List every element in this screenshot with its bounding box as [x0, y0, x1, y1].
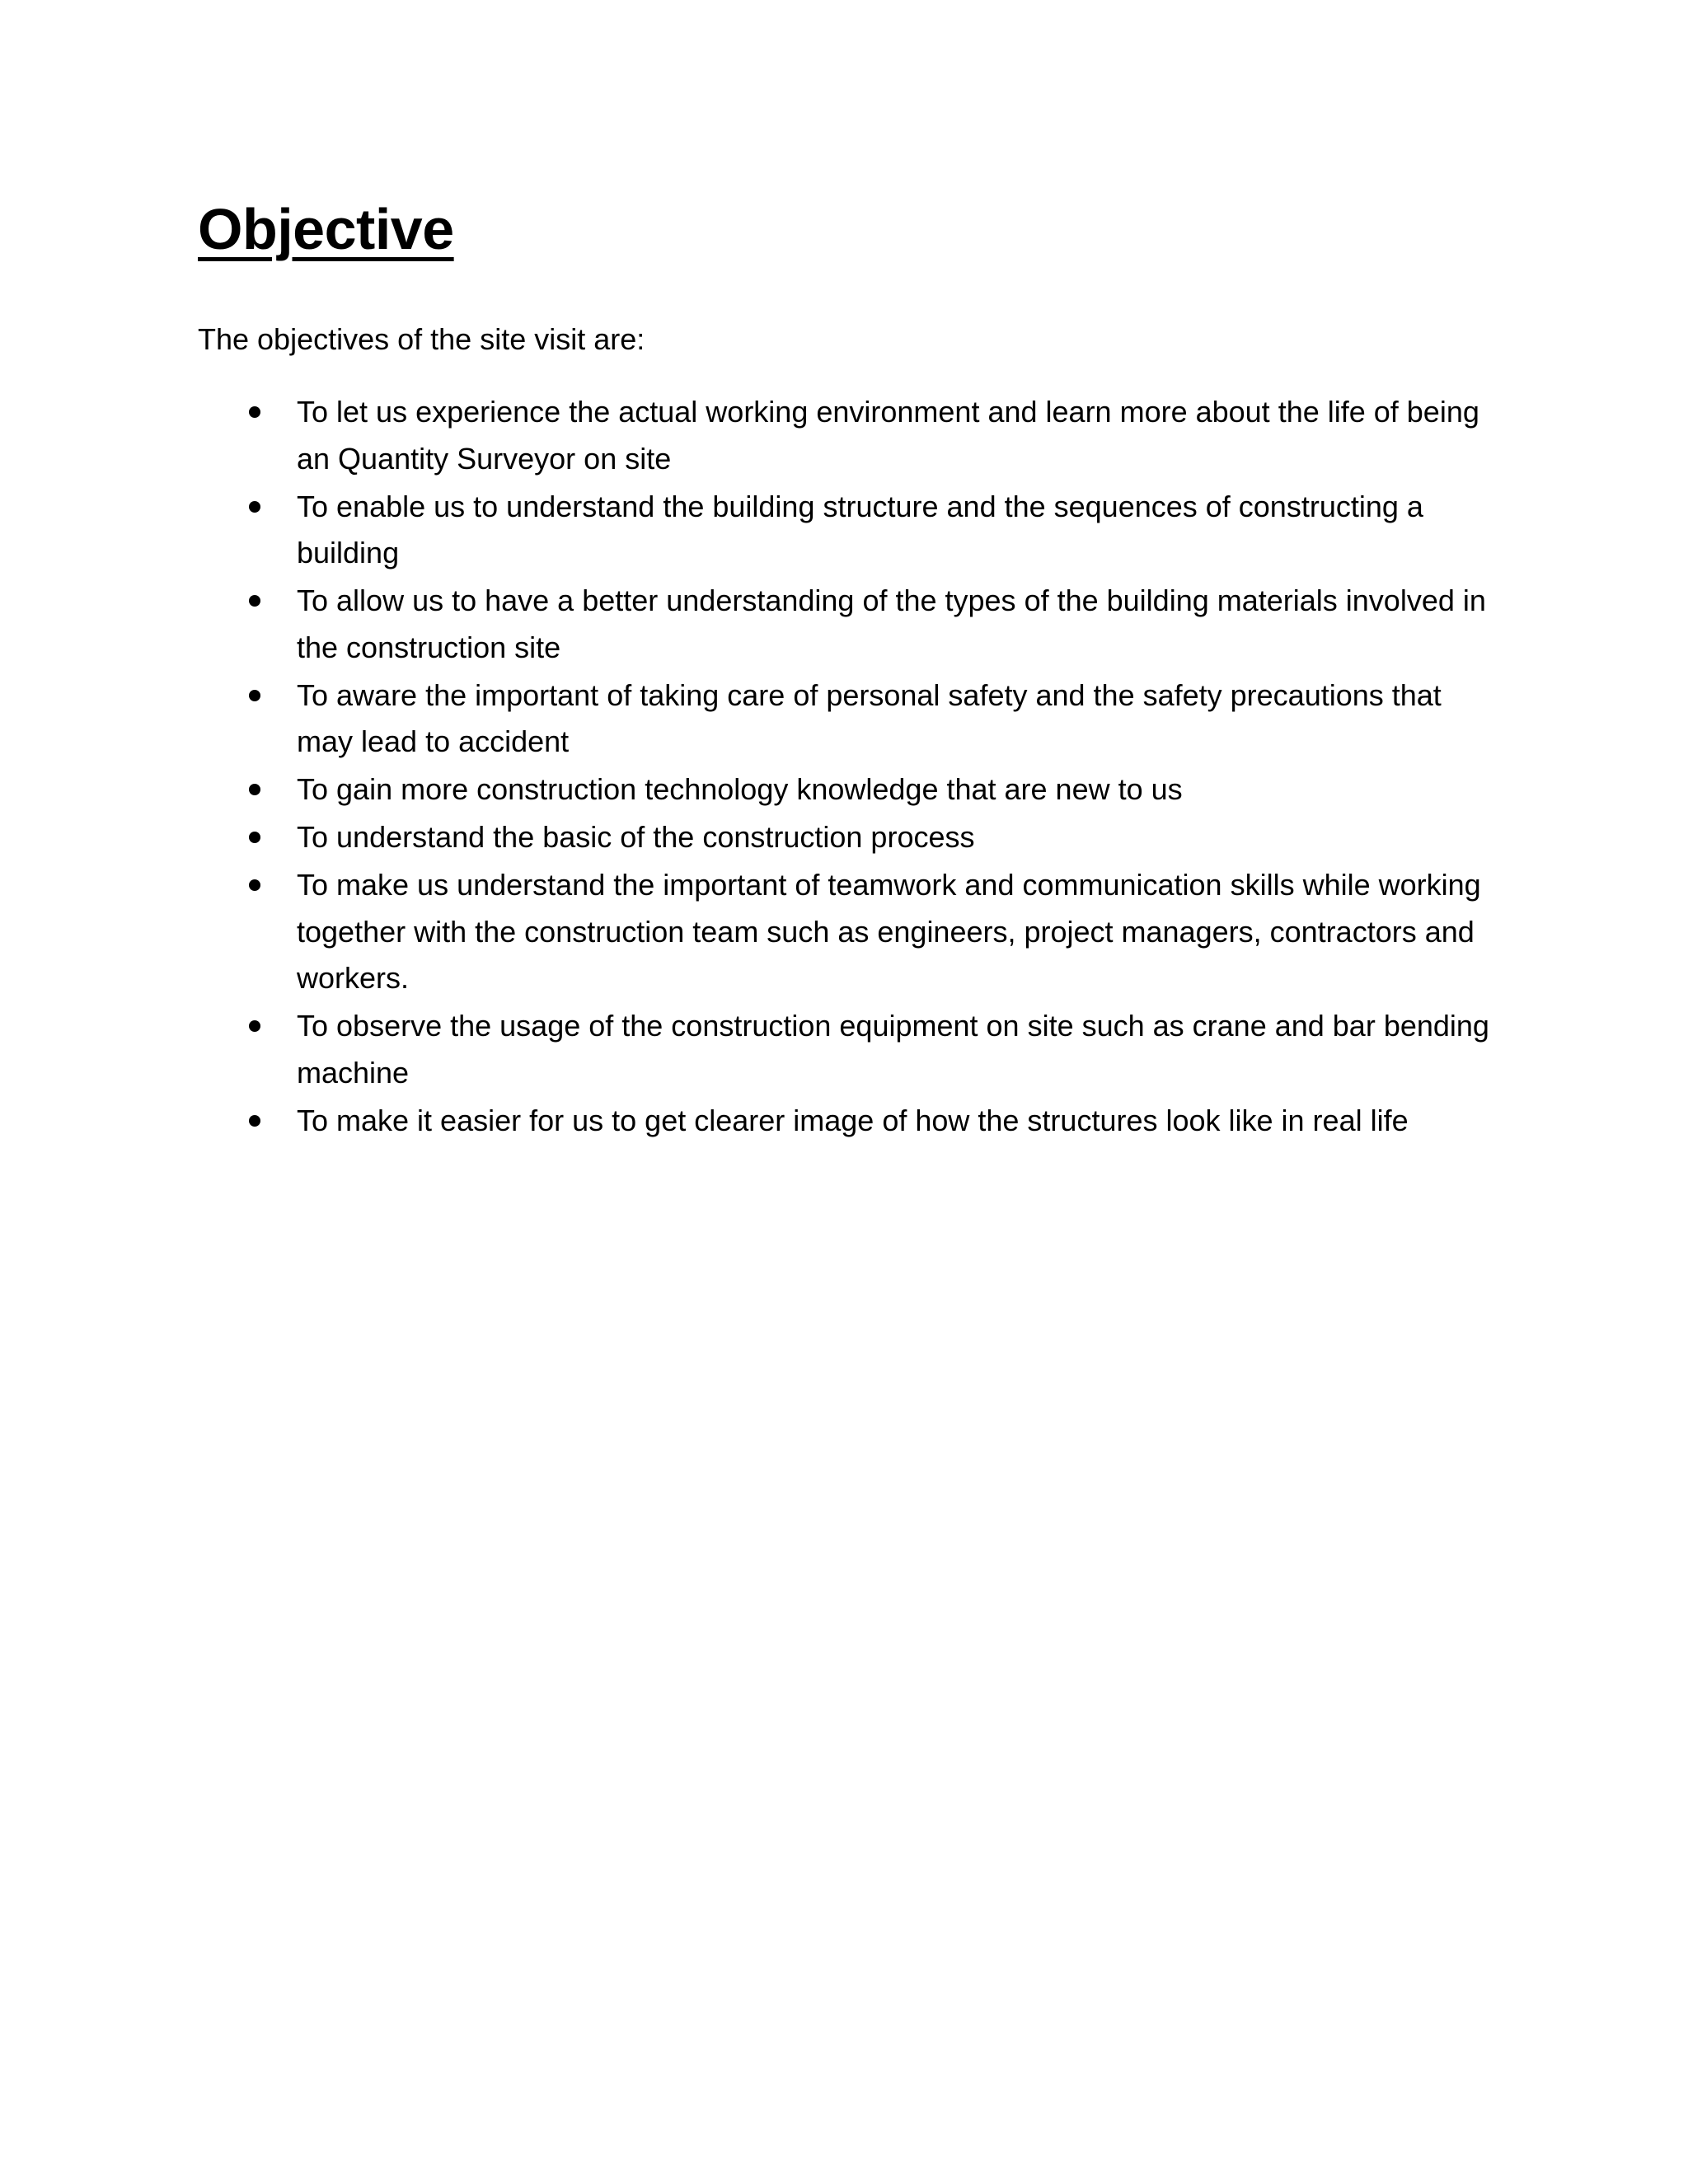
bullet-icon [249, 784, 260, 795]
list-item [198, 673, 1500, 766]
list-item-text: To make it easier for us to get clearer image of how the structures look like in real life [297, 1103, 1409, 1137]
bullet-icon [249, 690, 260, 701]
list-item [198, 814, 1500, 861]
bullet-icon [249, 832, 260, 843]
list-item-text: To observe the usage of the construction equipment on site such as crane and bar bending machine [297, 1009, 1489, 1090]
bullet-icon [249, 406, 260, 418]
list-item [198, 484, 1500, 577]
list-item-text: To make us understand the important of teamwork and communication skills while working together with the construction team such as engineers, project managers, contractors and workers. [297, 868, 1481, 995]
bullet-icon [249, 1115, 260, 1127]
list-item-text: To understand the basic of the construction process [297, 820, 975, 854]
objectives-list [198, 389, 1500, 1146]
intro-text: The objectives of the site visit are: [198, 322, 645, 356]
list-item [198, 389, 1500, 482]
page-title: Objective [198, 197, 454, 261]
list-item-text: To enable us to understand the building structure and the sequences of constructing a building [297, 489, 1423, 569]
list-item [198, 578, 1500, 671]
list-item-text: To gain more construction technology knowledge that are new to us [297, 772, 1183, 806]
bullet-icon [249, 501, 260, 513]
list-item [198, 1003, 1500, 1096]
list-item-text: To let us experience the actual working environment and learn more about the life of being an Quantity Surveyor on site [297, 395, 1479, 476]
bullet-icon [249, 1020, 260, 1032]
list-item-text: To aware the important of taking care of personal safety and the safety precautions that may lead to accident [297, 677, 1442, 758]
list-item-text: To allow us to have a better understanding of the types of the building materials involved in the construction site [297, 583, 1486, 664]
bullet-icon [249, 595, 260, 607]
list-item [198, 1098, 1500, 1145]
bullet-icon [249, 879, 260, 891]
list-item [198, 766, 1500, 813]
list-item [198, 862, 1500, 1002]
